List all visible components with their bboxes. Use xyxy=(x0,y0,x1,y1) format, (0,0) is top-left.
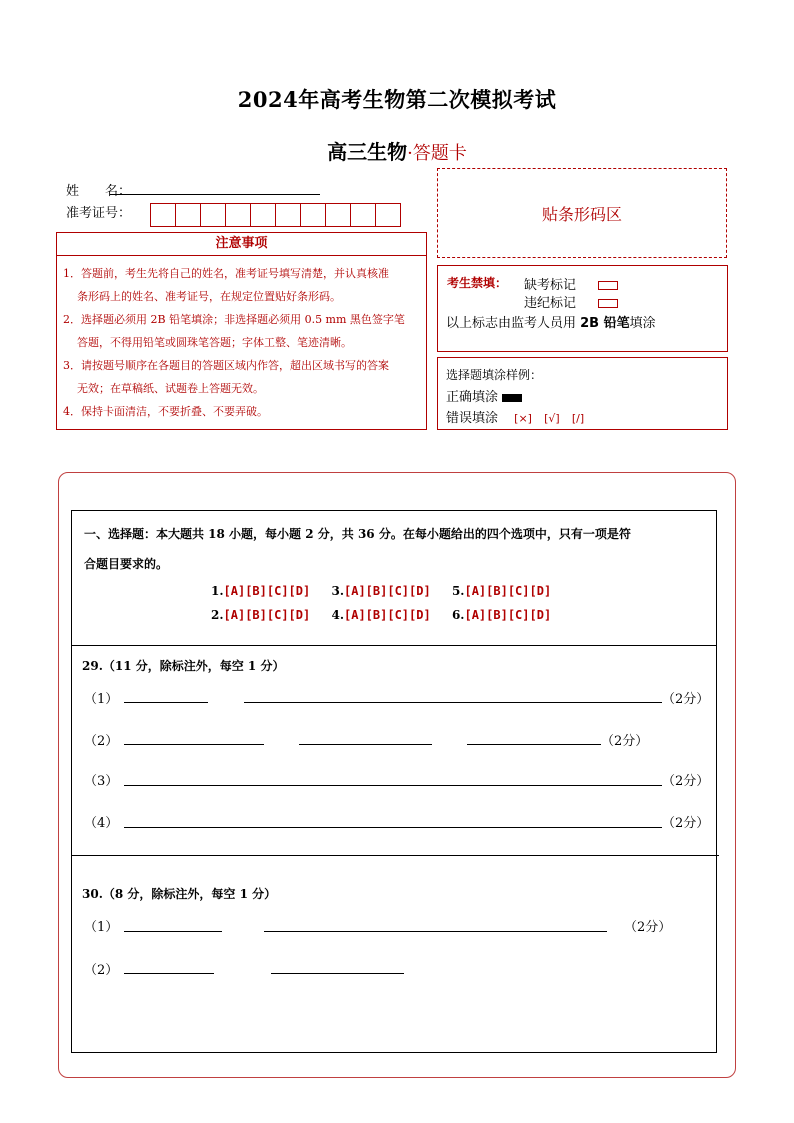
id-digit-box[interactable] xyxy=(225,203,251,227)
q29-label-1: （1） xyxy=(84,692,119,707)
id-digit-box[interactable] xyxy=(300,203,326,227)
choice-options[interactable]: [A][B][C][D] xyxy=(223,584,311,598)
choice-q-number: 3. xyxy=(331,584,344,598)
absent-mark-label xyxy=(524,274,618,293)
section1-line1: 一、选择题：本大题共 18 小题，每小题 2 分，共 36 分。在每小题给出的四个选项中，只有一项是符 xyxy=(84,527,631,541)
choice-options[interactable]: [A][B][C][D] xyxy=(223,608,311,622)
section-divider xyxy=(71,855,719,856)
choice-row-2 xyxy=(211,608,551,622)
id-digit-box[interactable] xyxy=(250,203,276,227)
forbid-note-bold: 2B 铅笔 xyxy=(580,316,630,331)
choice-options[interactable]: [A][B][C][D] xyxy=(464,584,552,598)
filled-mark-icon xyxy=(502,394,522,402)
barcode-label: 贴条形码区 xyxy=(541,204,622,224)
name-label: 姓 名： xyxy=(66,184,132,199)
sample-title: 选择题填涂样例： xyxy=(446,368,543,382)
q29-points-3: （2分） xyxy=(662,774,710,789)
notice-box xyxy=(56,232,427,430)
id-digit-box[interactable] xyxy=(175,203,201,227)
sample-wrong xyxy=(446,407,584,426)
choice-q-number: 5. xyxy=(451,584,465,598)
notice-item xyxy=(63,308,420,354)
q29-points-1: （2分） xyxy=(662,692,710,707)
violation-mark-box[interactable] xyxy=(598,299,618,308)
forbid-note-pre: 以上标志由监考人员用 xyxy=(446,316,581,331)
q30-heading: 30.（8 分，除标注外，每空 1 分） xyxy=(82,887,277,901)
violation-mark-label xyxy=(524,292,618,311)
q29-blank[interactable] xyxy=(467,744,601,745)
q29-blank[interactable] xyxy=(124,702,208,703)
id-label: 准考证号： xyxy=(66,206,132,221)
subtitle-separator: · xyxy=(407,143,413,164)
wrong-mark-check: [√] xyxy=(544,412,560,425)
card-subtitle xyxy=(0,136,794,165)
choice-options[interactable]: [A][B][C][D] xyxy=(344,584,431,598)
id-digit-box[interactable] xyxy=(350,203,376,227)
forbid-note-post: 填涂 xyxy=(629,316,656,331)
q30-blank[interactable] xyxy=(264,931,607,932)
id-number-boxes[interactable] xyxy=(151,203,401,227)
q29-points-4: （2分） xyxy=(662,816,710,831)
q29-label-4: （4） xyxy=(84,816,119,831)
notice-item xyxy=(63,262,420,308)
barcode-area xyxy=(437,168,727,258)
section1-instructions xyxy=(84,519,712,579)
absent-text: 缺考标记 xyxy=(524,278,577,293)
fill-sample-box xyxy=(437,357,728,430)
wrong-mark-cross: [×] xyxy=(514,412,532,425)
sample-correct xyxy=(446,386,522,405)
choice-options[interactable]: [A][B][C][D] xyxy=(464,608,552,622)
id-digit-box[interactable] xyxy=(275,203,301,227)
notice-item-text: 1．答题前，考生先将自己的姓名，准考证号填写清楚，并认真核准 xyxy=(63,267,389,280)
notice-item-cont: 答题，不得用铅笔或圆珠笔答题；字体工整、笔迹清晰。 xyxy=(77,336,352,349)
notice-item xyxy=(63,354,420,400)
answer-area xyxy=(71,510,717,1053)
q29-blank[interactable] xyxy=(124,744,264,745)
q30-blank[interactable] xyxy=(124,931,222,932)
id-digit-box[interactable] xyxy=(375,203,401,227)
choice-q-number: 4. xyxy=(331,608,344,622)
choice-q-number: 6. xyxy=(451,608,465,622)
forbid-note xyxy=(446,312,656,331)
q29-heading: 29.（11 分，除标注外，每空 1 分） xyxy=(82,659,285,673)
notice-item-cont: 条形码上的姓名、准考证号，在规定位置贴好条形码。 xyxy=(77,290,341,303)
q29-blank[interactable] xyxy=(299,744,432,745)
examiner-only-box xyxy=(437,265,728,352)
id-digit-box[interactable] xyxy=(200,203,226,227)
id-digit-box[interactable] xyxy=(150,203,176,227)
q30-label-2: （2） xyxy=(84,963,119,978)
notice-item-cont: 无效；在草稿纸、试题卷上答题无效。 xyxy=(77,382,264,395)
choice-q-number: 1. xyxy=(211,584,224,598)
q29-blank[interactable] xyxy=(124,827,662,828)
subtitle-card: 答题卡 xyxy=(412,143,467,164)
choice-options[interactable]: [A][B][C][D] xyxy=(344,608,431,622)
subtitle-subject: 高三生物 xyxy=(327,140,408,164)
q30-label-1: （1） xyxy=(84,920,119,935)
notice-item-text: 3．请按题号顺序在各题目的答题区域内作答，超出区域书写的答案 xyxy=(63,359,389,372)
q29-points-2: （2分） xyxy=(601,734,649,749)
q30-blank[interactable] xyxy=(271,973,404,974)
name-field[interactable] xyxy=(110,194,320,195)
q29-blank[interactable] xyxy=(124,785,662,786)
choice-row-1 xyxy=(211,584,551,598)
section-divider xyxy=(71,645,717,646)
notice-item xyxy=(63,400,420,423)
exam-title: 2024年高考生物第二次模拟考试 xyxy=(237,87,557,112)
sample-wrong-text: 错误填涂 xyxy=(446,411,499,426)
q30-points-1: （2分） xyxy=(624,920,672,935)
choice-q-number: 2. xyxy=(211,608,224,622)
absent-mark-box[interactable] xyxy=(598,281,618,290)
q29-label-3: （3） xyxy=(84,774,119,789)
notice-item-text: 2．选择题必须用 2B 铅笔填涂；非选择题必须用 0.5 mm 黑色签字笔 xyxy=(63,313,405,326)
wrong-mark-slash: [/] xyxy=(571,412,585,425)
section1-line2: 合题目要求的。 xyxy=(84,557,169,571)
notice-heading: 注意事项 xyxy=(57,233,426,256)
forbid-label: 考生禁填： xyxy=(447,276,508,290)
q29-label-2: （2） xyxy=(84,734,119,749)
id-digit-box[interactable] xyxy=(325,203,351,227)
q29-blank[interactable] xyxy=(244,702,662,703)
notice-item-text: 4．保持卡面清洁，不要折叠、不要弄破。 xyxy=(63,405,268,418)
sample-correct-text: 正确填涂 xyxy=(446,390,499,405)
violation-text: 违纪标记 xyxy=(524,296,577,311)
q30-blank[interactable] xyxy=(124,973,214,974)
